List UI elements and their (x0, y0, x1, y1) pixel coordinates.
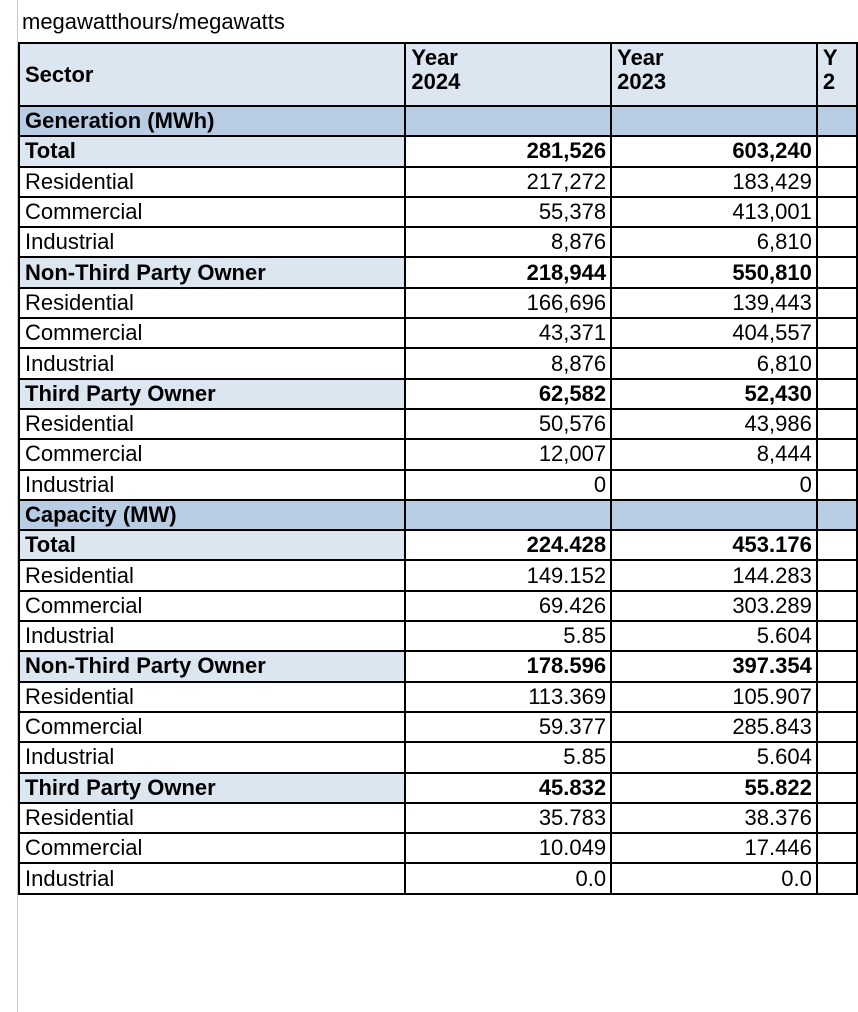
value-cell[interactable]: 6,810 (611, 348, 817, 378)
value-cell[interactable]: 178.596 (405, 651, 611, 681)
value-cell[interactable] (817, 167, 857, 197)
value-cell[interactable]: 603,240 (611, 136, 817, 166)
value-cell[interactable] (817, 530, 857, 560)
row-label[interactable]: Non-Third Party Owner (19, 651, 405, 681)
solar-data-table (18, 42, 858, 895)
value-cell[interactable]: 285.843 (611, 712, 817, 742)
row-label[interactable]: Third Party Owner (19, 379, 405, 409)
value-cell[interactable]: 55,378 (405, 197, 611, 227)
value-cell[interactable]: 10.049 (405, 833, 611, 863)
value-cell[interactable] (817, 833, 857, 863)
value-cell[interactable]: 183,429 (611, 167, 817, 197)
year-header-line: 2023 (617, 69, 667, 94)
value-cell[interactable]: 12,007 (405, 439, 611, 469)
value-cell[interactable] (817, 136, 857, 166)
value-cell[interactable]: 5.604 (611, 621, 817, 651)
year-header[interactable] (611, 43, 817, 106)
row-label[interactable]: Third Party Owner (19, 773, 405, 803)
row-label[interactable]: Residential (19, 167, 405, 197)
value-cell[interactable]: 59.377 (405, 712, 611, 742)
value-cell[interactable] (817, 288, 857, 318)
value-cell[interactable] (817, 439, 857, 469)
value-cell[interactable]: 5.604 (611, 742, 817, 772)
row-label[interactable]: Commercial (19, 591, 405, 621)
value-cell[interactable] (817, 712, 857, 742)
year-header-line: Year (411, 45, 458, 70)
value-cell[interactable] (817, 197, 857, 227)
subtotal-row (19, 651, 857, 681)
value-cell[interactable]: 397.354 (611, 651, 817, 681)
value-cell[interactable] (817, 106, 857, 136)
row-label[interactable]: Residential (19, 288, 405, 318)
row-label[interactable]: Total (19, 530, 405, 560)
value-cell[interactable]: 50,576 (405, 409, 611, 439)
year-header[interactable] (405, 43, 611, 106)
row-label[interactable]: Industrial (19, 621, 405, 651)
value-cell[interactable] (611, 500, 817, 530)
value-cell[interactable]: 139,443 (611, 288, 817, 318)
row-label[interactable]: Total (19, 136, 405, 166)
value-cell[interactable] (611, 106, 817, 136)
value-cell[interactable] (405, 500, 611, 530)
value-cell[interactable]: 8,876 (405, 227, 611, 257)
value-cell[interactable]: 550,810 (611, 257, 817, 287)
value-cell[interactable]: 43,371 (405, 318, 611, 348)
value-cell[interactable] (817, 803, 857, 833)
value-cell[interactable] (817, 409, 857, 439)
table-row (19, 470, 857, 500)
row-label[interactable]: Industrial (19, 863, 405, 893)
section-row (19, 500, 857, 530)
value-cell[interactable]: 35.783 (405, 803, 611, 833)
value-cell[interactable]: 113.369 (405, 682, 611, 712)
subtotal-row (19, 530, 857, 560)
value-cell[interactable] (817, 591, 857, 621)
value-cell[interactable] (817, 742, 857, 772)
value-cell[interactable] (817, 318, 857, 348)
value-cell[interactable]: 5.85 (405, 742, 611, 772)
value-cell[interactable]: 62,582 (405, 379, 611, 409)
value-cell[interactable]: 149.152 (405, 560, 611, 590)
value-cell[interactable] (817, 651, 857, 681)
value-cell[interactable] (817, 470, 857, 500)
value-cell[interactable]: 0 (405, 470, 611, 500)
year-header-line: 2 (822, 69, 836, 94)
section-row (19, 106, 857, 136)
value-cell[interactable] (817, 257, 857, 287)
table-viewport[interactable] (18, 42, 838, 1002)
row-label[interactable]: Non-Third Party Owner (19, 257, 405, 287)
value-cell[interactable]: 5.85 (405, 621, 611, 651)
value-cell[interactable]: 52,430 (611, 379, 817, 409)
table-row (19, 863, 857, 893)
row-label[interactable]: Residential (19, 409, 405, 439)
table-row (19, 288, 857, 318)
row-label[interactable]: Industrial (19, 742, 405, 772)
table-row (19, 227, 857, 257)
row-label[interactable]: Industrial (19, 227, 405, 257)
row-label[interactable]: Residential (19, 560, 405, 590)
table-row (19, 197, 857, 227)
value-cell[interactable] (817, 682, 857, 712)
table-row (19, 742, 857, 772)
table-row (19, 833, 857, 863)
value-cell[interactable]: 303.289 (611, 591, 817, 621)
table-row (19, 712, 857, 742)
value-cell[interactable]: 69.426 (405, 591, 611, 621)
units-caption: megawatthours/megawatts (22, 9, 285, 34)
value-cell[interactable]: 404,557 (611, 318, 817, 348)
value-cell[interactable]: 0.0 (611, 863, 817, 893)
table-body (19, 106, 857, 894)
value-cell[interactable] (817, 773, 857, 803)
header-row (19, 43, 857, 106)
value-cell[interactable]: 166,696 (405, 288, 611, 318)
row-label[interactable]: Capacity (MW) (19, 500, 405, 530)
row-label[interactable]: Industrial (19, 470, 405, 500)
row-label[interactable]: Commercial (19, 439, 405, 469)
value-cell[interactable]: 281,526 (405, 136, 611, 166)
table-row (19, 560, 857, 590)
row-label[interactable]: Industrial (19, 348, 405, 378)
table-row (19, 682, 857, 712)
value-cell[interactable]: 38.376 (611, 803, 817, 833)
value-cell[interactable]: 413,001 (611, 197, 817, 227)
table-row (19, 439, 857, 469)
subtotal-row (19, 257, 857, 287)
row-label[interactable]: Residential (19, 803, 405, 833)
row-label[interactable]: Commercial (19, 833, 405, 863)
table-row (19, 621, 857, 651)
value-cell[interactable]: 105.907 (611, 682, 817, 712)
table-row (19, 167, 857, 197)
row-label[interactable]: Commercial (19, 197, 405, 227)
value-cell[interactable]: 453.176 (611, 530, 817, 560)
value-cell[interactable]: 0.0 (405, 863, 611, 893)
year-header-line: Year (617, 45, 664, 70)
value-cell[interactable]: 6,810 (611, 227, 817, 257)
value-cell[interactable]: 55.822 (611, 773, 817, 803)
subtotal-row (19, 379, 857, 409)
value-cell[interactable] (817, 227, 857, 257)
value-cell[interactable]: 0 (611, 470, 817, 500)
table-row (19, 318, 857, 348)
subtotal-row (19, 136, 857, 166)
sector-header[interactable]: Sector (19, 43, 405, 106)
value-cell[interactable]: 17.446 (611, 833, 817, 863)
value-cell[interactable] (405, 106, 611, 136)
value-cell[interactable]: 224.428 (405, 530, 611, 560)
value-cell[interactable]: 45.832 (405, 773, 611, 803)
row-label[interactable]: Residential (19, 682, 405, 712)
subtotal-row (19, 773, 857, 803)
table-row (19, 409, 857, 439)
year-header-line: 2024 (411, 69, 461, 94)
year-header-line: Y (822, 45, 838, 70)
table-row (19, 348, 857, 378)
value-cell[interactable] (817, 348, 857, 378)
value-cell[interactable] (817, 863, 857, 893)
value-cell[interactable]: 8,876 (405, 348, 611, 378)
value-cell[interactable] (817, 500, 857, 530)
year-header-truncated[interactable] (817, 43, 857, 106)
value-cell[interactable]: 43,986 (611, 409, 817, 439)
row-label[interactable]: Commercial (19, 318, 405, 348)
value-cell[interactable]: 8,444 (611, 439, 817, 469)
value-cell[interactable]: 217,272 (405, 167, 611, 197)
table-row (19, 803, 857, 833)
value-cell[interactable] (817, 621, 857, 651)
row-label[interactable]: Commercial (19, 712, 405, 742)
row-label[interactable]: Generation (MWh) (19, 106, 405, 136)
value-cell[interactable]: 144.283 (611, 560, 817, 590)
table-row (19, 591, 857, 621)
value-cell[interactable] (817, 379, 857, 409)
value-cell[interactable]: 218,944 (405, 257, 611, 287)
value-cell[interactable] (817, 560, 857, 590)
